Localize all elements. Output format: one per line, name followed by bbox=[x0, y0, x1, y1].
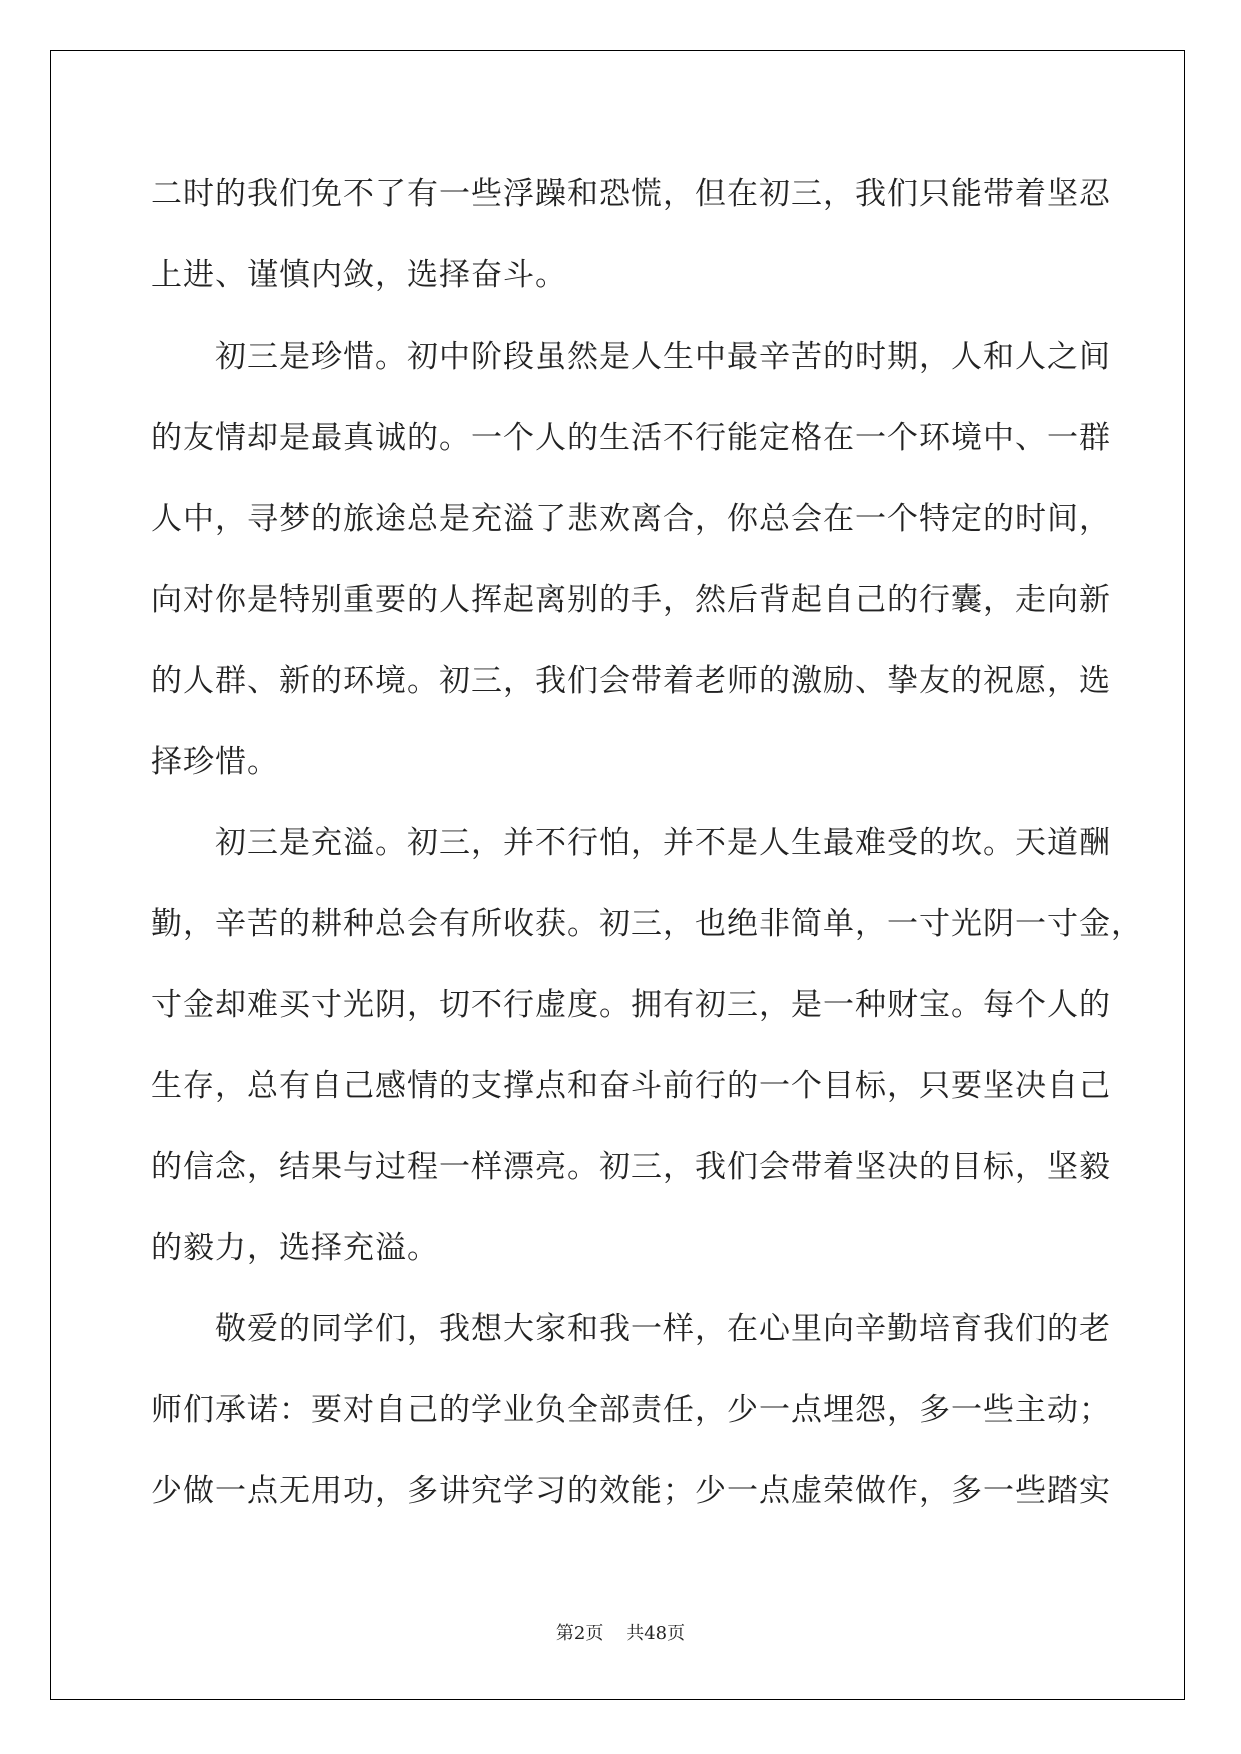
text-line: 择珍惜。 bbox=[151, 744, 279, 780]
paragraph-start-line: 初三是充溢。初三，并不行怕，并不是人生最难受的坎。天道酬 bbox=[215, 825, 1111, 861]
page-number: 第2页 bbox=[555, 1623, 604, 1644]
text-line: 师们承诺：要对自己的学业负全部责任，少一点埋怨，多一些主动； bbox=[151, 1392, 1111, 1428]
page-border bbox=[50, 50, 1185, 1700]
text-line: 的毅力，选择充溢。 bbox=[151, 1230, 439, 1266]
text-line: 人中，寻梦的旅途总是充溢了悲欢离合，你总会在一个特定的时间， bbox=[151, 501, 1111, 537]
text-line: 向对你是特别重要的人挥起离别的手，然后背起自己的行囊，走向新 bbox=[151, 582, 1111, 618]
text-line: 勤，辛苦的耕种总会有所收获。初三，也绝非简单，一寸光阴一寸金， bbox=[151, 906, 1143, 942]
text-line: 生存，总有自己感情的支撑点和奋斗前行的一个目标，只要坚决自己 bbox=[151, 1068, 1111, 1104]
text-line: 二时的我们免不了有一些浮躁和恐慌，但在初三，我们只能带着坚忍 bbox=[151, 176, 1111, 212]
text-line: 的人群、新的环境。初三，我们会带着老师的激励、挚友的祝愿，选 bbox=[151, 663, 1111, 699]
paragraph-start-line: 初三是珍惜。初中阶段虽然是人生中最辛苦的时期，人和人之间 bbox=[215, 339, 1111, 375]
paragraph-start-line: 敬爱的同学们，我想大家和我一样，在心里向辛勤培育我们的老 bbox=[215, 1311, 1111, 1347]
text-line: 的信念，结果与过程一样漂亮。初三，我们会带着坚决的目标，坚毅 bbox=[151, 1149, 1111, 1185]
text-line: 的友情却是最真诚的。一个人的生活不行能定格在一个环境中、一群 bbox=[151, 420, 1111, 456]
page-footer bbox=[0, 1619, 1241, 1645]
text-line: 上进、谨慎内敛，选择奋斗。 bbox=[151, 257, 567, 293]
text-line: 寸金却难买寸光阴，切不行虚度。拥有初三，是一种财宝。每个人的 bbox=[151, 987, 1111, 1023]
page-total: 共48页 bbox=[626, 1623, 686, 1644]
text-line: 少做一点无用功，多讲究学习的效能；少一点虚荣做作，多一些踏实 bbox=[151, 1473, 1111, 1509]
